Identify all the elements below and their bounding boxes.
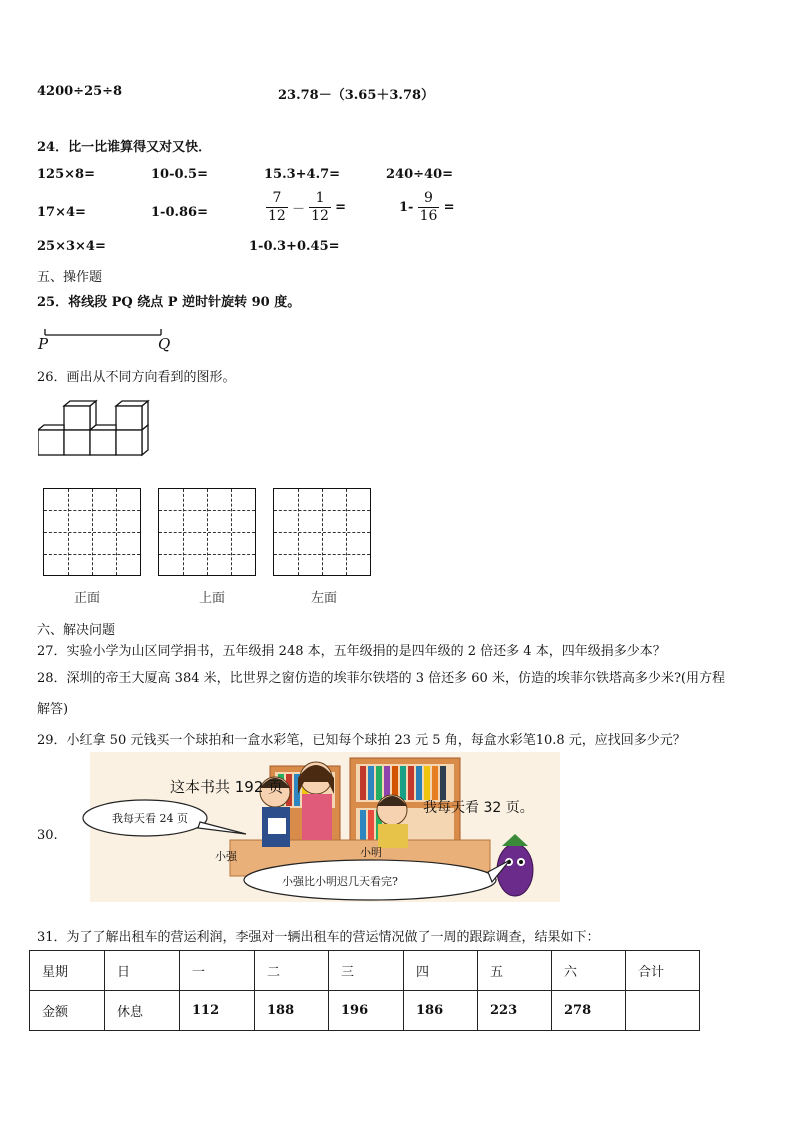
point-q-label: Q xyxy=(158,335,171,353)
question-26: 26．画出从不同方向看到的图形。 xyxy=(37,370,236,385)
table-cell: 223 xyxy=(478,991,552,1031)
question-28: 28．深圳的帝王大厦高 384 米，比世界之窗仿造的埃菲尔铁塔的 3 倍还多 60 米，仿造的埃菲尔铁塔高多少米?(用方程 xyxy=(37,671,726,686)
name-label-xiaoming: 小明 xyxy=(360,846,382,859)
cube-stack-figure xyxy=(38,398,152,462)
calc-item: 1-0.86= xyxy=(151,205,208,220)
segment-pq-diagram xyxy=(36,324,176,356)
total-cell[interactable] xyxy=(626,991,700,1031)
label-left-view: 左面 xyxy=(311,591,338,606)
table-cell: 金额 xyxy=(30,991,105,1031)
table-cell: 五 xyxy=(478,951,552,991)
reading-illustration xyxy=(70,752,560,902)
question-31: 31．为了了解出租车的营运利润，李强对一辆出租车的营运情况做了一周的跟踪调查，结果如下： xyxy=(37,930,600,945)
table-cell: 186 xyxy=(404,991,478,1031)
expression-4200: 4200÷25÷8 xyxy=(37,84,123,99)
table-cell: 278 xyxy=(552,991,626,1031)
fraction-expression xyxy=(266,190,346,225)
point-p-label: P xyxy=(38,335,49,353)
view-grid-top[interactable] xyxy=(158,488,256,576)
calc-item: 17×4= xyxy=(37,205,86,220)
table-cell: 休息 xyxy=(105,991,180,1031)
table-cell: 二 xyxy=(255,951,329,991)
table-cell: 六 xyxy=(552,951,626,991)
table-cell: 一 xyxy=(180,951,255,991)
speech-bubble-xiaoming: 我每天看 32 页。 xyxy=(423,800,534,816)
table-cell: 日 xyxy=(105,951,180,991)
book-page-note: 这本书共 192 页 xyxy=(170,778,284,796)
question-27: 27．实验小学为山区同学捐书，五年级捐 248 本，五年级捐的是四年级的 2 倍还多 4 本，四年级捐多少本？ xyxy=(37,644,666,659)
equals-sign: = xyxy=(335,200,346,215)
question-30-number: 30. xyxy=(37,828,58,843)
table-cell: 196 xyxy=(329,991,404,1031)
table-row xyxy=(30,951,700,991)
label-top-view: 上面 xyxy=(199,591,226,606)
speech-bubble-question: 小强比小明迟几天看完? xyxy=(282,875,398,888)
calc-item: 1-0.3+0.45= xyxy=(249,239,340,254)
view-grid-left[interactable] xyxy=(273,488,371,576)
fraction: $\frac{9}{16}$ xyxy=(419,190,438,224)
fraction: $\frac{7}{12}$ xyxy=(268,190,286,224)
fraction: $\frac{1}{12}$ xyxy=(311,190,329,224)
table-cell: 合计 xyxy=(626,951,700,991)
table-cell: 星期 xyxy=(30,951,105,991)
table-cell: 188 xyxy=(255,991,329,1031)
view-grid-front[interactable] xyxy=(43,488,141,576)
calc-item: 25×3×4= xyxy=(37,239,106,254)
equals-sign: = xyxy=(443,200,455,215)
speech-bubble-xiaoqiang: 我每天看 24 页 xyxy=(112,812,188,825)
question-25: 25．将线段 PQ 绕点 P 逆时针旋转 90 度。 xyxy=(37,295,301,310)
expression-23-78: 23.78－（3.65＋3.78） xyxy=(278,88,435,103)
table-cell: 四 xyxy=(404,951,478,991)
table-cell: 三 xyxy=(329,951,404,991)
label-front-view: 正面 xyxy=(74,591,101,606)
table-row xyxy=(30,991,700,1031)
question-28-continued: 解答) xyxy=(37,702,69,717)
calc-item: 125×8= xyxy=(37,167,95,182)
calc-item: 240÷40= xyxy=(386,167,454,182)
fraction-expression xyxy=(399,190,454,225)
taxi-revenue-table xyxy=(29,950,700,1031)
section-heading: 五、操作题 xyxy=(37,270,103,285)
name-label-xiaoqiang: 小强 xyxy=(215,850,237,863)
prefix: 1- xyxy=(399,200,414,215)
question-29: 29．小红拿 50 元钱买一个球拍和一盒水彩笔，已知每个球拍 23 元 5 角，每盒水彩笔10.8 元，应找回多少元？ xyxy=(37,733,686,748)
calc-item: 15.3+4.7= xyxy=(264,167,341,182)
calc-item: 10-0.5= xyxy=(151,167,208,182)
question-24-title: 24．比一比谁算得又对又快． xyxy=(37,140,212,155)
minus-sign: － xyxy=(291,202,305,217)
section-heading: 六、解决问题 xyxy=(37,623,116,638)
table-cell: 112 xyxy=(180,991,255,1031)
